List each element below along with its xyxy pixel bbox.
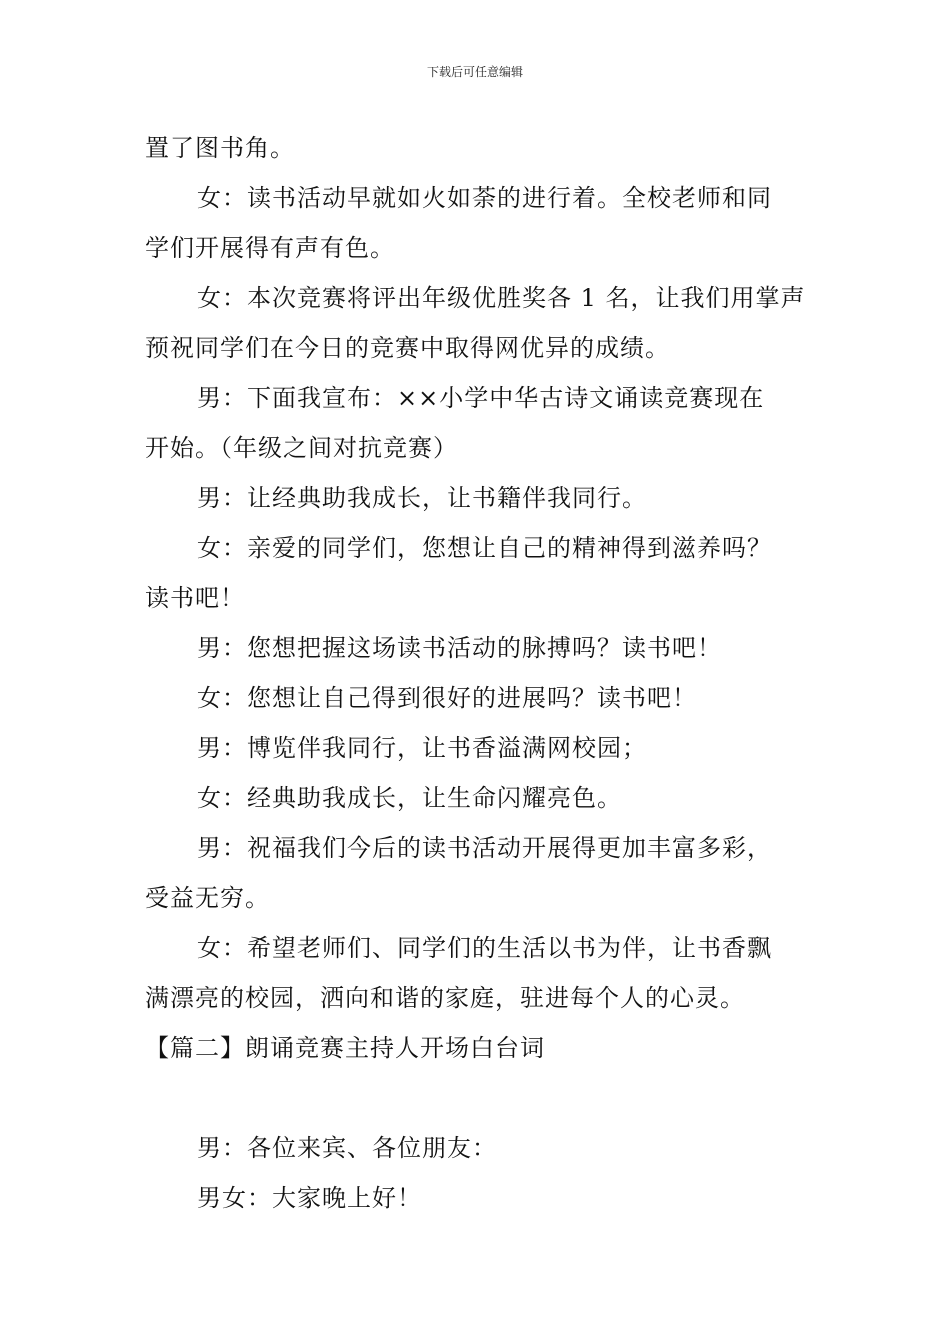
text-line: 女：您想让自己得到很好的进展吗？读书吧！	[197, 684, 697, 712]
text-line: 男女：大家晚上好！	[197, 1184, 422, 1212]
text-line: 女：希望老师们、同学们的生活以书为伴，让书香飘	[197, 934, 772, 962]
text-line: 置了图书角。	[145, 134, 295, 162]
text-line: 男：各位来宾、各位朋友：	[197, 1134, 497, 1162]
text-line: 读书吧！	[145, 584, 245, 612]
text-line: 女：亲爱的同学们，您想让自己的精神得到滋养吗？	[197, 534, 772, 562]
text-line: 预祝同学们在今日的竞赛中取得网优异的成绩。	[145, 334, 670, 362]
section-heading: 【篇二】朗诵竞赛主持人开场白台词	[145, 1034, 545, 1062]
text-line: 女：经典助我成长，让生命闪耀亮色。	[197, 784, 622, 812]
text-line: 开始。（年级之间对抗竞赛）	[145, 434, 458, 462]
text-line: 男：博览伴我同行，让书香溢满网校园；	[197, 734, 647, 762]
document-body	[145, 123, 810, 1223]
text-line: 满漂亮的校园，洒向和谐的家庭，驻进每个人的心灵。	[145, 984, 745, 1012]
text-line: 男：祝福我们今后的读书活动开展得更加丰富多彩，	[197, 834, 772, 862]
text-line: 男：您想把握这场读书活动的脉搏吗？读书吧！	[197, 634, 722, 662]
text-line: 男：让经典助我成长，让书籍伴我同行。	[197, 484, 647, 512]
blank-line	[145, 1073, 810, 1123]
text-line: 学们开展得有声有色。	[145, 234, 395, 262]
text-line: 女：读书活动早就如火如荼的进行着。全校老师和同	[197, 184, 772, 212]
text-line: 女：本次竞赛将评出年级优胜奖各 1 名，让我们用掌声	[197, 284, 806, 312]
page-header: 下载后可任意编辑	[426, 65, 523, 79]
text-line: 受益无穷。	[145, 884, 270, 912]
text-line: 男：下面我宣布：××小学中华古诗文诵读竞赛现在	[197, 384, 765, 412]
